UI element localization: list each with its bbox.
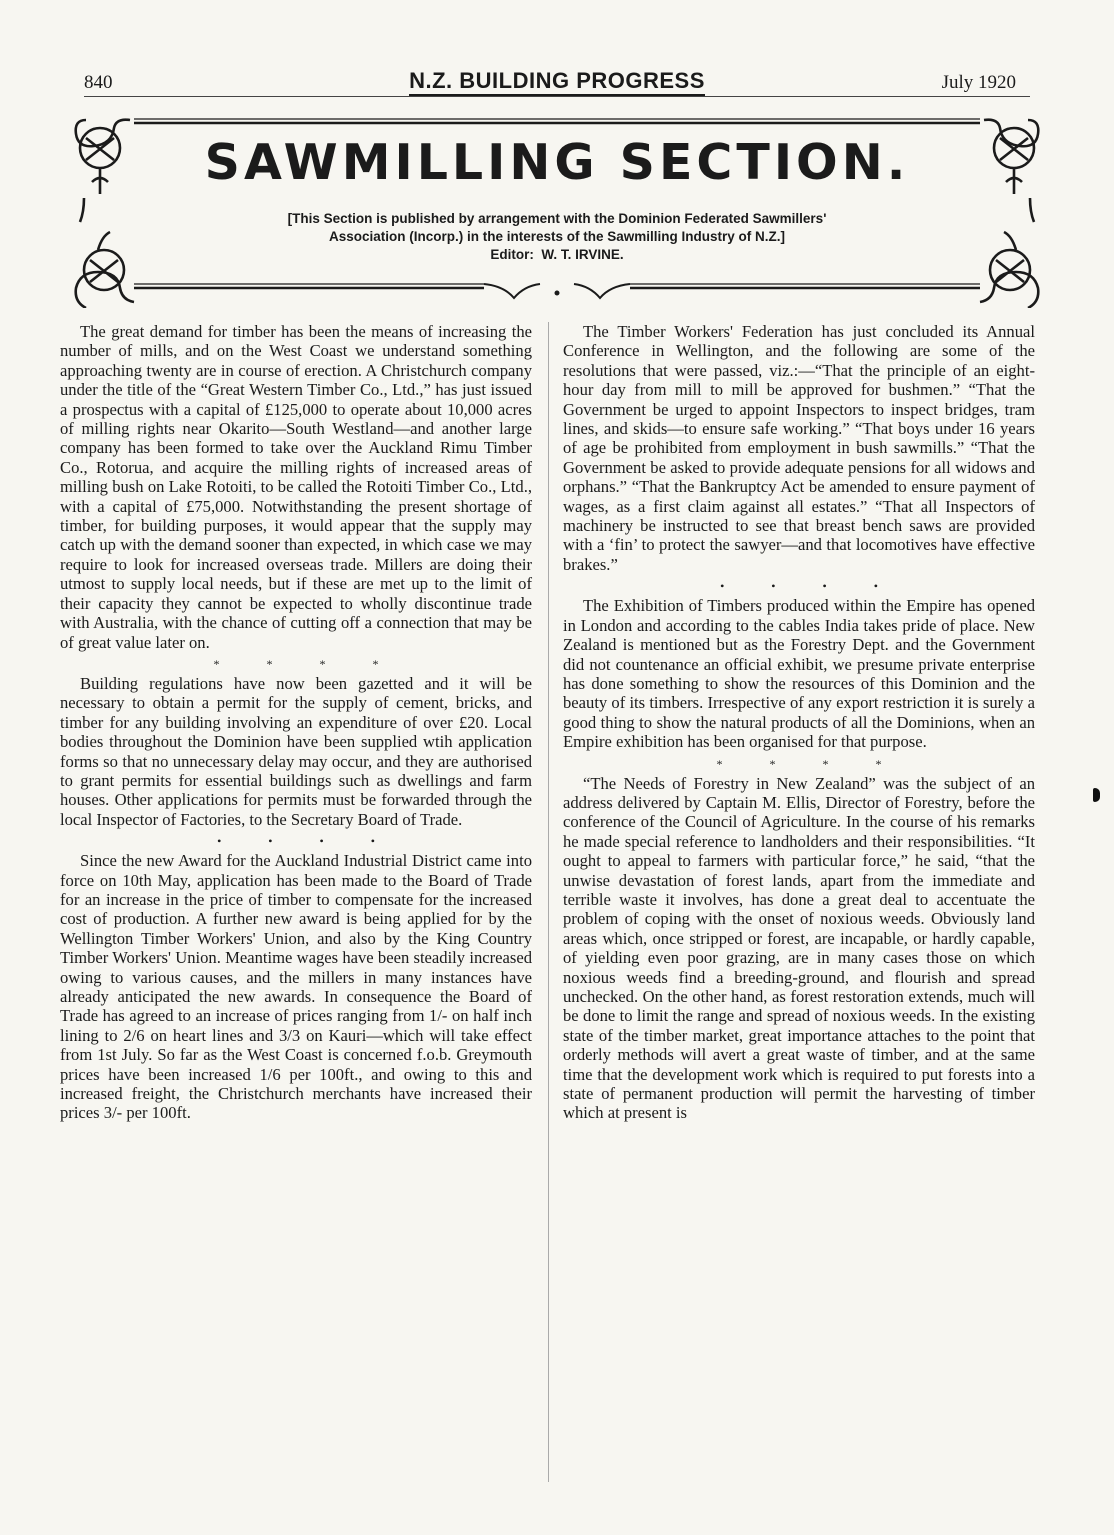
subtitle-line-1: [This Section is published by arrangement with the Dominion Federated Sawmillers': [287, 211, 827, 226]
paragraph-timber-exhibition: The Exhibition of Timbers produced within the Empire has opened in London and according to the cables India takes pride of place. New Zealand is mentioned but as the Forestry Dept. and the Government did not countenance an official exhibit, we presume private enterprise has done something to show the resources of this Dominion and the beauty of its timbers. Irrespective of any export restriction it is surely a good thing to show the natural products of all the Dominions, when an Empire exhibition has been organised for that purpose.: [563, 596, 1035, 752]
separator-dots: • • • •: [217, 834, 397, 849]
right-column: [563, 322, 1035, 1123]
separator-stars: * * * *: [716, 756, 904, 771]
editor-name: W. T. IRVINE.: [541, 247, 624, 262]
masthead: [84, 68, 1030, 94]
margin-ink-mark: [1093, 788, 1100, 802]
paragraph-federation-conference: The Timber Workers' Federation has just concluded its Annual Conference in Wellington, and the following are some of the resolutions that were passed, viz.:—“That the principle of an eight-hour day from mill to mill be approved for bushmen.” “That the Government be urged to appoint Inspectors to inspect bridges, tram lines, and skids—to ensure safe working.” “That boys under 16 years of age be prohibited from employment in bush sawmills.” “That the Government be asked to provide adequate pensions for all widows and orphans.” “That the Bankruptcy Act be amended to ensure payment of wages, as a first claim against all estates.” “That all Inspectors of machinery be instructed to see that breast bench saws are provided with a ‘fin’ to protect the sawyer—and that locomotives have effective brakes.”: [563, 322, 1035, 574]
section-subtitle: [214, 210, 900, 264]
editor-label: Editor:: [490, 247, 534, 262]
separator-stars: * * * *: [213, 656, 401, 671]
column-divider: [548, 322, 549, 1482]
section-title: SAWMILLING SECTION.: [204, 134, 910, 191]
separator-dots: • • • •: [720, 579, 900, 594]
header-rule: [84, 96, 1030, 97]
left-column: [60, 322, 532, 1123]
running-header: [84, 66, 1030, 96]
subtitle-line-2: Association (Incorp.) in the interests of the Sawmilling Industry of N.Z.]: [328, 229, 786, 244]
paragraph-new-mills: The great demand for timber has been the means of increasing the number of mills, and on the West Coast we understand something approaching twenty are in course of erection. A Christchurch company under the title of the “Great Western Timber Co., Ltd.,” has just issued a prospectus with a capital of £125,000 to operate about 10,000 acres of milling rights near Okarito—South Westland—and another large company has been formed to take over the Auckland Rimu Timber Co., Rotorua, and acquire the milling rights of increased areas of milling bush on Lake Rotoiti, to be called the Rotoiti Timber Co., Ltd., with a capital of £75,000. Notwithstanding the present shortage of timber, for building purposes, it would appear that the supply may catch up with the demand sooner than expected, in which case we may require to look for increased overseas trade. Millers are doing their utmost to supply local needs, but if these are met up to the limit of their capacity they cannot be expected to wholly discontinue trade with Australia, with the chance of cutting off a connection that may be of great value later on.: [60, 322, 532, 652]
page-number: 840: [84, 72, 113, 93]
paragraph-needs-of-forestry: “The Needs of Forestry in New Zealand” was the subject of an address delivered by Captain M. Ellis, Director of Forestry, before the conference of the Council of Agriculture. In the course of his remarks he made special reference to landholders and their responsibilities. “It ought to appeal to farmers with particular force,” he said, “that the unwise devastation of forest lands, apart from the immediate and terrible waste it involves, has done a great deal to accentuate the problem of coping with the onset of noxious weeds. Obviously land areas which, once stripped or forest, are incapable, or hardly capable, of yielding even poor grazing, are in many cases those on which noxious weeds find a breeding-ground, and flourish and spread unchecked. On the other hand, as forest restoration extends, much will be done to limit the range and spread of noxious weeds. In the existing state of the timber market, great importance attaches to the point that orderly methods will avert a great waste of timber, and at the same time that the development work which is required to put forests into a state of permanent production will permit the harvesting of timber which at present is: [563, 773, 1035, 1123]
paragraph-building-regulations: Building regulations have now been gazetted and it will be necessary to obtain a permit for the supply of cement, bricks, and timber for any building involving an expenditure of over £20. Local bodies throughout the Dominion have been supplied wtih application forms so that no unnecessary delay may occur, and they are authorised to grant permits for essential buildings such as dwellings and farm houses. Other applications for permits must be forwarded through the local Inspector of Factories, to the Secretary Board of Trade.: [60, 673, 532, 829]
section-banner: [64, 112, 1050, 308]
editor-credit: [214, 246, 900, 264]
issue-date: July 1920: [941, 72, 1016, 93]
masthead-text: N.Z. BUILDING PROGRESS: [409, 68, 705, 96]
paragraph-auckland-award: Since the new Award for the Auckland Industrial District came into force on 10th May, application has been made to the Board of Trade for an increase in the price of timber to compensate for the increased cost of production. A further new award is being applied for by the Wellington Timber Workers' Union, and also by the King Country Timber Workers' Union. Meantime wages have been steadily increased owing to various causes, and the millers in many instances have already anticipated the new awards. In consequence the Board of Trade has agreed to an increase of prices ranging from 1/- on half inch lining to 2/6 on heart lines and 3/3 on Kauri—which will take effect from 1st July. So far as the West Coast is concerned f.o.b. Greymouth prices have been increased 1/6 per 100ft., and owing to this and increased freight, the Christchurch merchants have increased their prices 3/- per 100ft.: [60, 851, 532, 1123]
